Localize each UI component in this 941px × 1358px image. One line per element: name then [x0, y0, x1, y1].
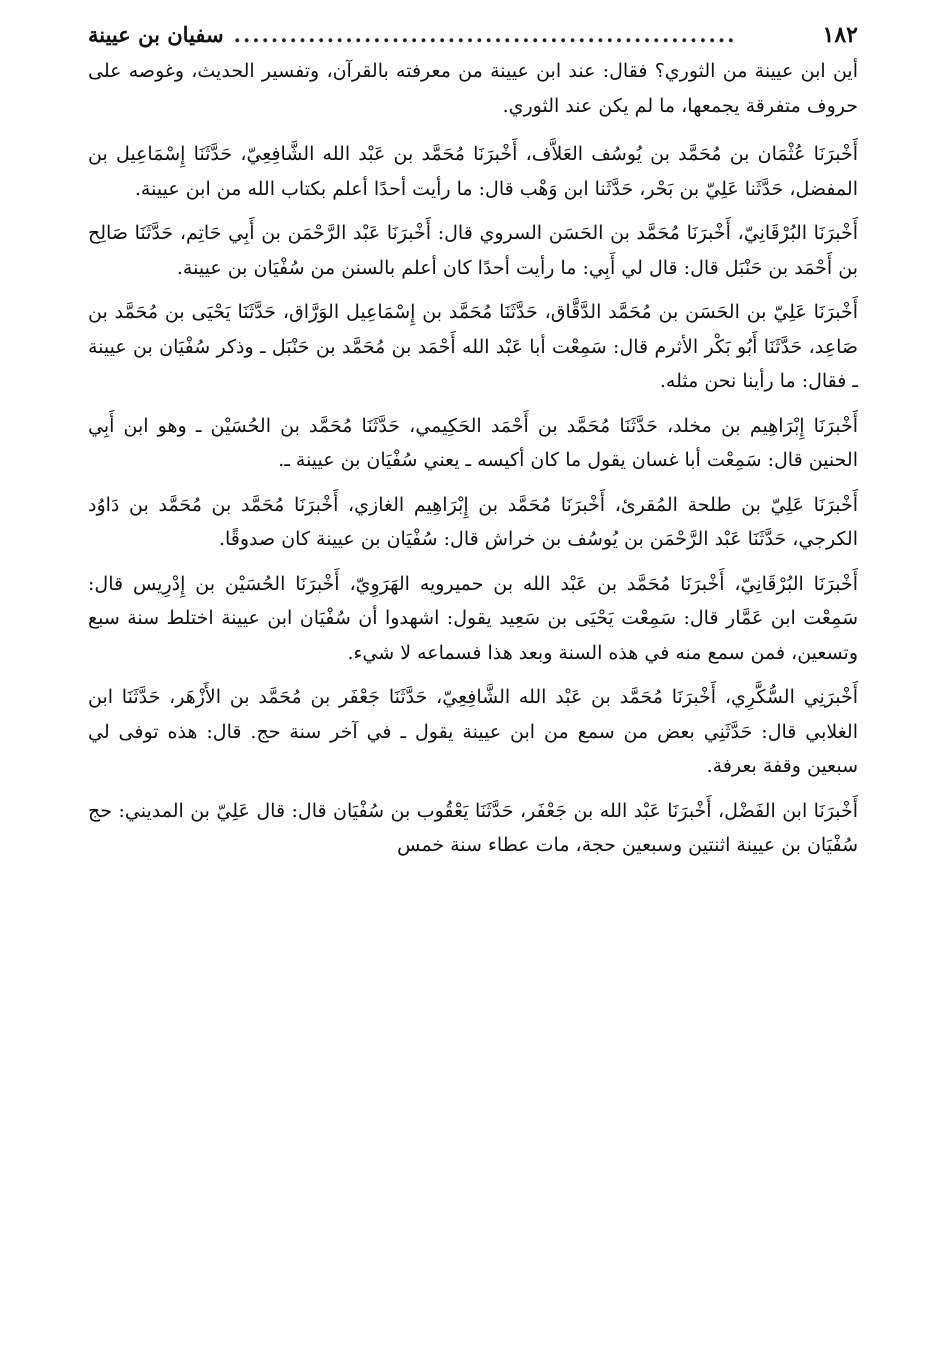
paragraph: أَخْبرَنَا عُثْمَان بن مُحَمَّد بن يُوسُف العَلاَّف، أَخْبرَنَا مُحَمَّد بن عَبْد الله الشَّافِعِيّ، حَدَّثَنَا إِسْمَاعِيل بن المفضل، حَدَّثَنا عَلِيّ بن بَحْر، حَدَّثَنا ابن وَهْب قال: ما رأيت أحدًا أعلم بكتاب الله من ابن عيينة. — [88, 143, 858, 200]
paragraph: أين ابن عيينة من الثوري؟ فقال: عند ابن عيينة من معرفته بالقرآن، وتفسير الحديث، وغوصه على حروف متفرقة يجمعها، ما لم يكن عند الثوري. — [88, 60, 858, 117]
book-page — [88, 18, 858, 873]
paragraph: أَخْبرَنَا البُرْقَانِيّ، أَخْبرَنَا مُحَمَّد بن عَبْد الله بن حميرويه الهَرَوِيّ، أَخْبرَنَا الحُسَيْن بن إِدْرِيس قال: سَمِعْت ابن عَمَّار قال: سَمِعْت يَحْيَى بن سَعِيد يقول: اشهدوا أن سُفْيَان ابن عيينة اختلط سنة سبع وتسعين، فمن سمع منه في هذه السنة وبعد هذا فسماعه لا شيء. — [88, 572, 858, 664]
paragraph: أَخْبرَنَا عَلِيّ بن طلحة المُقرئ، أَخْبرَنَا مُحَمَّد بن إِبْرَاهِيم الغازي، أَخْبرَنَا مُحَمَّد بن مُحَمَّد بن دَاوُد الكرجي، حَدَّثَنَا عَبْد الرَّحْمَن بن يُوسُف بن خراش قال: سُفْيَان بن عيينة كان صدوقًا. — [88, 493, 858, 550]
header-title: سفيان بن عيينة — [88, 22, 224, 47]
running-header — [88, 18, 858, 54]
paragraph: أَخْبرَنِي السُّكَّرِي، أَخْبرَنَا مُحَمَّد بن عَبْد الله الشَّافِعِيّ، حَدَّثَنَا جَعْفَر بن مُحَمَّد بن الأَزْهَر، حَدَّثَنَا ابن الغلابي قال: حَدَّثَنِي بعض من سمع من ابن عيينة يقول ـ في آخر سنة حج. قال: هذه توفى لي سبعين وقفة بعرفة. — [88, 686, 858, 777]
paragraph: أَخْبرَنَا البُرْقَانِيّ، أَخْبرَنَا مُحَمَّد بن الحَسَن السروي قال: أَخْبرَنَا عَبْد الرَّحْمَن بن أَبِي حَاتِم، حَدَّثَنَا صَالِح بن أَحْمَد بن حَنْبَل قال: قال لي أَبِي: ما رأيت أحدًا كان أعلم بالسنن من سُفْيَان بن عيينة. — [88, 222, 858, 279]
paragraph: أَخْبرَنَا ابن الفَضْل، أَخْبرَنَا عَبْد الله بن جَعْفَر، حَدَّثَنَا يَعْقُوب بن سُفْيَان قال: قال عَلِيّ بن المديني: حج سُفْيَان بن عيينة اثنتين وسبعين حجة، مات عطاء سنة خمس — [88, 799, 858, 856]
paragraph: أَخْبرَنَا إِبْرَاهِيم بن مخلد، حَدَّثَنَا مُحَمَّد بن أَحْمَد الحَكِيمي، حَدَّثَنَا مُحَمَّد بن الحُسَيْن ـ وهو ابن أَبِي الحنين قال: سَمِعْت أبا غسان يقول ما كان أكيسه ـ يعني سُفْيَان بن عيينة ـ. — [88, 414, 858, 471]
page-number: ١٨٢ — [822, 22, 858, 48]
paragraph: أَخْبرَنَا عَلِيّ بن الحَسَن بن مُحَمَّد الدَّقَّاق، حَدَّثَنَا مُحَمَّد بن إِسْمَاعِيل الوَرَّاق، حَدَّثَنَا يَحْيَى بن مُحَمَّد بن صَاعِد، حَدَّثَنَا أَبُو بَكْر الأثرم قال: سَمِعْت أبا عَبْد الله أَحْمَد بن مُحَمَّد بن حَنْبَل ـ وذكر سُفْيَان بن عيينة ـ فقال: ما رأينا نحن مثله. — [88, 301, 858, 392]
header-leader-dots: ...................................................... — [233, 22, 737, 47]
